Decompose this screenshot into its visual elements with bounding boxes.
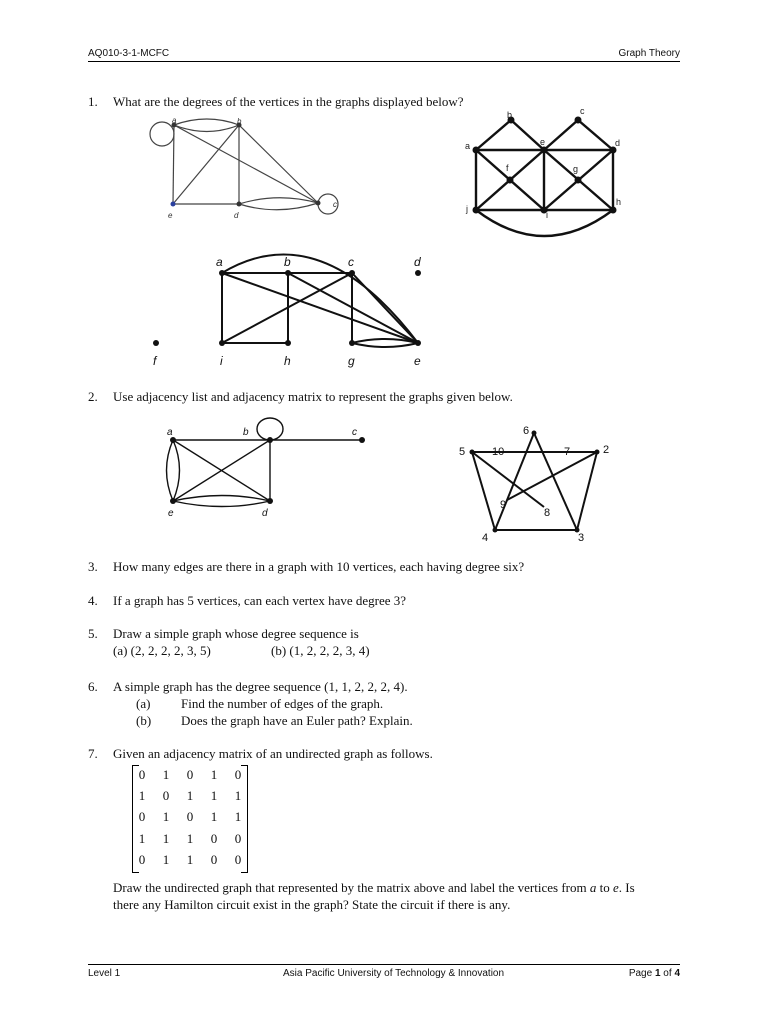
g2-label-i: i xyxy=(546,210,548,220)
g1-label-d: d xyxy=(234,211,239,220)
page-current: 1 xyxy=(654,968,661,979)
g5-label-4: 4 xyxy=(482,532,489,544)
g2-label-h: h xyxy=(616,197,622,207)
g5-label-9: 9 xyxy=(500,499,507,511)
matrix-row xyxy=(130,767,250,783)
matrix-cell: 1 xyxy=(162,767,170,782)
q6-part-b-text: Does the graph have an Euler path? Explain. xyxy=(181,713,413,728)
matrix-cell: 0 xyxy=(234,852,242,867)
q7-instruction-text: Draw the undirected graph that represented by the matrix above and label the vertices from xyxy=(113,880,590,895)
q6-part-a-text: Find the number of edges of the graph. xyxy=(181,696,384,711)
g1-label-b: b xyxy=(237,117,242,126)
matrix-cell: 0 xyxy=(210,852,218,867)
g5-label-6: 6 xyxy=(523,425,530,437)
g3-label-b: b xyxy=(284,255,291,269)
matrix-cell: 1 xyxy=(162,852,170,867)
page-total: 4 xyxy=(674,968,680,979)
question-7 xyxy=(88,746,433,762)
question-text: What are the degrees of the vertices in the graphs displayed below? xyxy=(113,94,464,109)
g1-label-c: c xyxy=(333,200,337,209)
adjacency-matrix xyxy=(130,765,250,873)
g5-label-5: 5 xyxy=(459,446,466,458)
question-6 xyxy=(88,679,408,695)
header-code: AQ010-3-1-MCFC xyxy=(88,48,170,59)
question-4 xyxy=(88,593,406,609)
g3-label-f: f xyxy=(153,354,157,368)
matrix-cell: 1 xyxy=(210,767,218,782)
question-number: 5. xyxy=(88,626,98,641)
question-text: Use adjacency list and adjacency matrix to represent the graphs given below. xyxy=(113,389,513,404)
g2-label-j: j xyxy=(466,204,468,214)
q6-part-b-label: (b) xyxy=(136,713,152,728)
question-number: 3. xyxy=(88,559,98,574)
matrix-cell: 1 xyxy=(234,809,242,824)
g2-label-a: a xyxy=(465,141,471,151)
matrix-cell: 1 xyxy=(162,831,170,846)
matrix-cell: 0 xyxy=(210,831,218,846)
g2-label-g: g xyxy=(573,164,579,174)
g2-label-e: e xyxy=(540,137,546,147)
g2-label-c: c xyxy=(580,106,585,116)
question-number: 7. xyxy=(88,746,98,761)
g5-label-3: 3 xyxy=(578,532,585,544)
q5-part-b: (b) (1, 2, 2, 2, 3, 4) xyxy=(271,643,370,658)
g4-label-c: c xyxy=(352,427,357,438)
g1-label-e: e xyxy=(168,211,173,220)
g5-label-2: 2 xyxy=(603,444,610,456)
question-text: If a graph has 5 vertices, can each vertex have degree 3? xyxy=(113,593,407,608)
g4-label-a: a xyxy=(167,427,173,438)
q7-instruction-end: . Is xyxy=(618,880,635,895)
g4-label-d: d xyxy=(262,508,268,519)
page-mid: of xyxy=(660,968,675,979)
footer-level: Level 1 xyxy=(88,968,121,979)
question-number: 6. xyxy=(88,679,98,694)
matrix-cell: 0 xyxy=(138,767,146,782)
g3-label-a: a xyxy=(216,255,223,269)
g2-label-b: b xyxy=(507,110,513,120)
matrix-row xyxy=(130,852,250,868)
matrix-row xyxy=(130,788,250,804)
g3-label-e: e xyxy=(414,354,421,368)
matrix-cell: 1 xyxy=(162,809,170,824)
matrix-cell: 0 xyxy=(186,809,194,824)
matrix-cell: 0 xyxy=(162,788,170,803)
matrix-cell: 1 xyxy=(138,788,146,803)
matrix-row xyxy=(130,809,250,825)
g4-label-e: e xyxy=(168,508,174,519)
g1-label-a: a xyxy=(172,116,177,125)
q5-part-a: (a) (2, 2, 2, 2, 3, 5) xyxy=(113,643,211,658)
q7-instruction-line-1 xyxy=(113,880,635,896)
g5-label-10: 10 xyxy=(492,446,505,458)
matrix-cell: 1 xyxy=(186,788,194,803)
g3-label-d: d xyxy=(414,255,421,269)
header-subject: Graph Theory xyxy=(618,48,680,59)
question-number: 1. xyxy=(88,94,98,109)
q6-part-a-label: (a) xyxy=(136,696,151,711)
question-number: 4. xyxy=(88,593,98,608)
page-prefix: Page xyxy=(628,968,655,979)
question-text: A simple graph has the degree sequence (1, 1, 2, 2, 2, 4). xyxy=(113,679,408,694)
g5-label-8: 8 xyxy=(544,507,551,519)
g3-label-c: c xyxy=(348,255,354,269)
g2-label-d: d xyxy=(615,138,621,148)
question-text: Given an adjacency matrix of an undirected graph as follows. xyxy=(113,746,433,761)
matrix-cell: 0 xyxy=(138,852,146,867)
g5-label-7: 7 xyxy=(564,446,571,458)
matrix-cell: 0 xyxy=(186,767,194,782)
q7-var-a: a xyxy=(589,880,597,895)
q7-instruction-line-2: there any Hamilton circuit exist in the graph? State the circuit if there is any. xyxy=(113,897,511,912)
question-5 xyxy=(88,626,359,642)
footer-rule xyxy=(88,964,680,965)
matrix-cell: 1 xyxy=(186,831,194,846)
question-number: 2. xyxy=(88,389,98,404)
footer-page-number xyxy=(629,968,680,979)
matrix-cell: 1 xyxy=(210,809,218,824)
matrix-cell: 0 xyxy=(234,767,242,782)
g4-label-b: b xyxy=(243,427,249,438)
matrix-cell: 1 xyxy=(234,788,242,803)
footer-university: Asia Pacific University of Technology & Innovation xyxy=(283,968,505,979)
matrix-cell: 1 xyxy=(186,852,194,867)
q7-instruction-to: to xyxy=(596,880,613,895)
matrix-cell: 1 xyxy=(138,831,146,846)
g3-label-i: i xyxy=(220,354,223,368)
matrix-cell: 0 xyxy=(234,831,242,846)
g3-label-g: g xyxy=(348,354,355,368)
matrix-row xyxy=(130,831,250,847)
question-text: Draw a simple graph whose degree sequence is xyxy=(113,626,359,641)
matrix-cell: 1 xyxy=(210,788,218,803)
g3-label-h: h xyxy=(284,354,291,368)
q7-var-e: e xyxy=(612,880,619,895)
matrix-cell: 0 xyxy=(138,809,146,824)
question-text: How many edges are there in a graph with 10 vertices, each having degree six? xyxy=(113,559,525,574)
question-3 xyxy=(88,559,524,575)
g2-label-f: f xyxy=(506,163,509,173)
